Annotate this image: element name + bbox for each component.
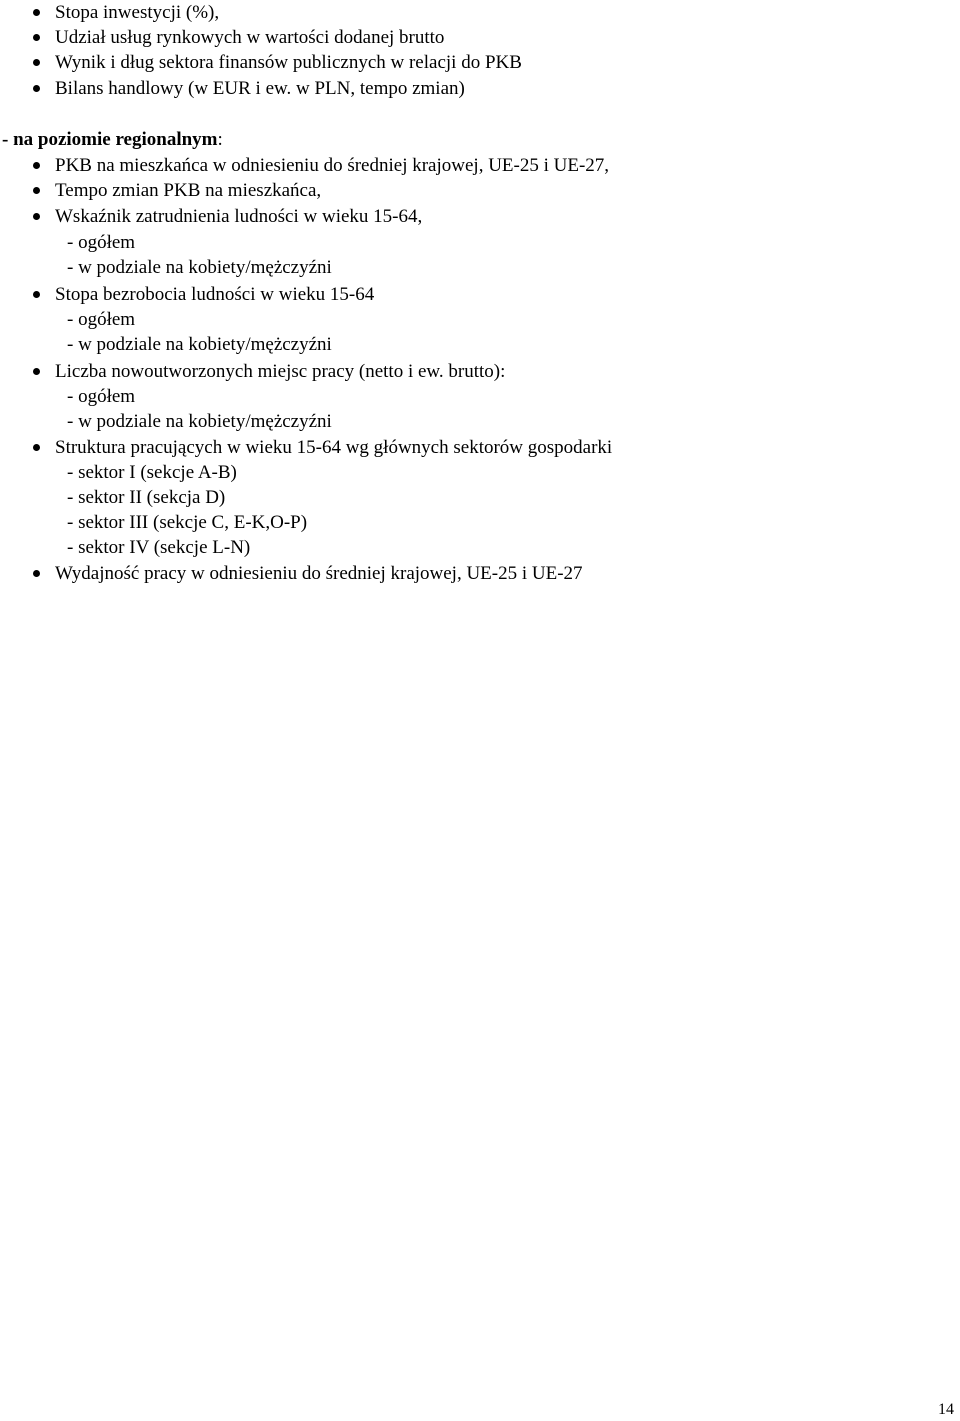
bullet-icon: [33, 85, 40, 92]
list-item: [55, 76, 465, 101]
list-item: [55, 561, 583, 586]
list-item-text: Liczba nowoutworzonych miejsc pracy (netto i ew. brutto):: [55, 361, 506, 382]
bullet-icon: [33, 187, 40, 194]
sub-item: - sektor II (sekcja D): [67, 487, 226, 508]
bullet-icon: [33, 34, 40, 41]
list-item: [55, 153, 609, 178]
list-item-text: Tempo zmian PKB na mieszkańca,: [55, 180, 322, 201]
sub-item: - sektor III (sekcje C, E-K,O-P): [67, 512, 308, 533]
list-item-text: Stopa inwestycji (%),: [55, 2, 220, 23]
list-item-text: Wydajność pracy w odniesieniu do średniej krajowej, UE-25 i UE-27: [55, 563, 583, 584]
bullet-icon: [33, 444, 40, 451]
sub-item: - w podziale na kobiety/mężczyźni: [67, 411, 332, 432]
section-heading-bold: - na poziomie regionalnym: [2, 129, 218, 150]
section-heading-suffix: :: [217, 129, 223, 150]
sub-item: - w podziale na kobiety/mężczyźni: [67, 257, 332, 278]
sub-item: - w podziale na kobiety/mężczyźni: [67, 334, 332, 355]
list-item: [55, 204, 422, 229]
section-heading: [2, 127, 223, 152]
bullet-icon: [33, 368, 40, 375]
bullet-icon: [33, 213, 40, 220]
list-item: [55, 282, 374, 307]
list-item: [55, 178, 321, 203]
list-item-text: Udział usług rynkowych w wartości dodanej brutto: [55, 27, 445, 48]
bullet-icon: [33, 59, 40, 66]
sub-item: - sektor I (sekcje A-B): [67, 462, 237, 483]
list-item: [55, 359, 505, 384]
list-item-text: Wynik i dług sektora finansów publicznych w relacji do PKB: [55, 52, 522, 73]
bullet-icon: [33, 570, 40, 577]
bullet-icon: [33, 291, 40, 298]
list-item-text: Wskaźnik zatrudnienia ludności w wieku 15-64,: [55, 206, 423, 227]
list-item-text: Struktura pracujących w wieku 15-64 wg głównych sektorów gospodarki: [55, 437, 613, 458]
list-item: [55, 25, 444, 50]
list-item-text: Stopa bezrobocia ludności w wieku 15-64: [55, 284, 375, 305]
page-number: 14: [938, 1401, 954, 1418]
sub-item: - sektor IV (sekcje L-N): [67, 537, 251, 558]
sub-item: - ogółem: [67, 232, 136, 253]
sub-item: - ogółem: [67, 309, 136, 330]
list-item: [55, 435, 612, 460]
bullet-icon: [33, 162, 40, 169]
list-item: [55, 50, 522, 75]
sub-item: - ogółem: [67, 386, 136, 407]
bullet-icon: [33, 9, 40, 16]
list-item-text: Bilans handlowy (w EUR i ew. w PLN, tempo zmian): [55, 78, 465, 99]
list-item-text: PKB na mieszkańca w odniesieniu do średniej krajowej, UE-25 i UE-27,: [55, 155, 610, 176]
list-item: [55, 0, 219, 25]
